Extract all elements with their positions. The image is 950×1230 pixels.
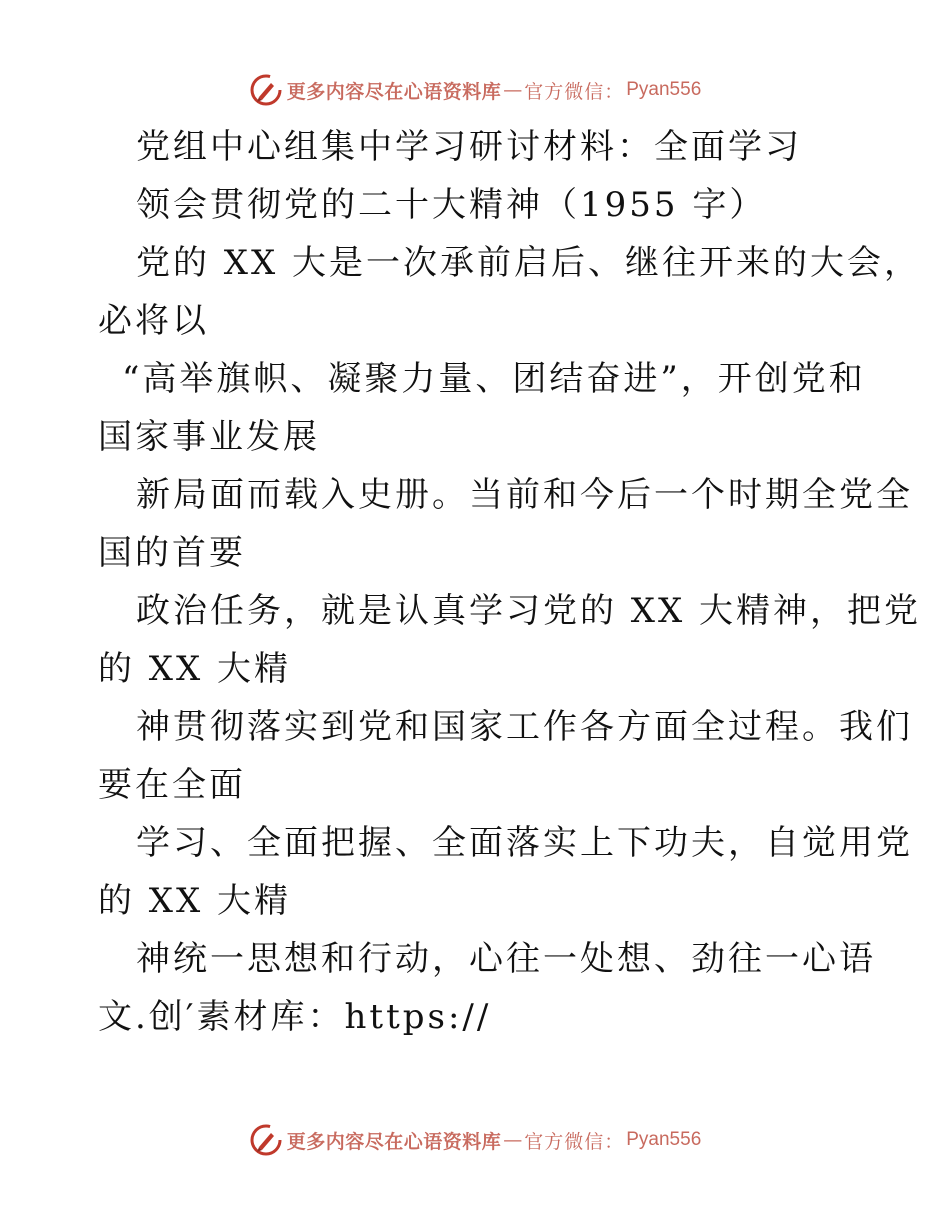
paragraph-line: 的 XX 大精 (98, 881, 292, 921)
paragraph-line: 神贯彻落实到党和国家工作各方面全过程。我们 (136, 707, 913, 747)
paragraph-line: 要在全面 (98, 765, 246, 805)
paragraph-line: 党的 XX 大是一次承前启后、继往开来的大会， (136, 243, 922, 283)
document-title-line-2: 领会贯彻党的二十大精神（1955 字） (136, 185, 767, 225)
banner-dash: — (503, 79, 523, 101)
paragraph-line: 政治任务，就是认真学习党的 XX 大精神，把党 (136, 591, 922, 631)
document-body (98, 118, 922, 1046)
pen-nib-logo-icon (249, 1123, 283, 1157)
banner-dash: — (503, 1129, 523, 1151)
pen-nib-logo-icon (249, 73, 283, 107)
footer-watermark-banner (0, 1120, 950, 1160)
banner-wechat-handle: Pyan556 (626, 1129, 702, 1150)
document-title-line-1: 党组中心组集中学习研讨材料：全面学习 (136, 127, 802, 167)
paragraph-line: 文.创′素材库：https:// (98, 997, 492, 1037)
header-watermark-banner (0, 70, 950, 110)
paragraph-line: 国的首要 (98, 533, 246, 573)
paragraph-line: 学习、全面把握、全面落实上下功夫，自觉用党 (136, 823, 913, 863)
banner-wechat-label: 官方微信： (524, 80, 625, 103)
paragraph-line: “高举旗帜、凝聚力量、团结奋进”，开创党和 (122, 359, 866, 399)
banner-wechat-label: 官方微信： (524, 1130, 625, 1153)
banner-main-text: 更多内容尽在心语资料库 (286, 1130, 502, 1153)
banner-wechat-handle: Pyan556 (626, 79, 702, 100)
paragraph-line: 的 XX 大精 (98, 649, 292, 689)
paragraph-line: 国家事业发展 (98, 417, 320, 457)
banner-main-text: 更多内容尽在心语资料库 (286, 80, 502, 103)
paragraph-line: 必将以 (98, 301, 209, 341)
paragraph-line: 神统一思想和行动，心往一处想、劲往一心语 (136, 939, 876, 979)
paragraph-line: 新局面而载入史册。当前和今后一个时期全党全 (136, 475, 913, 515)
